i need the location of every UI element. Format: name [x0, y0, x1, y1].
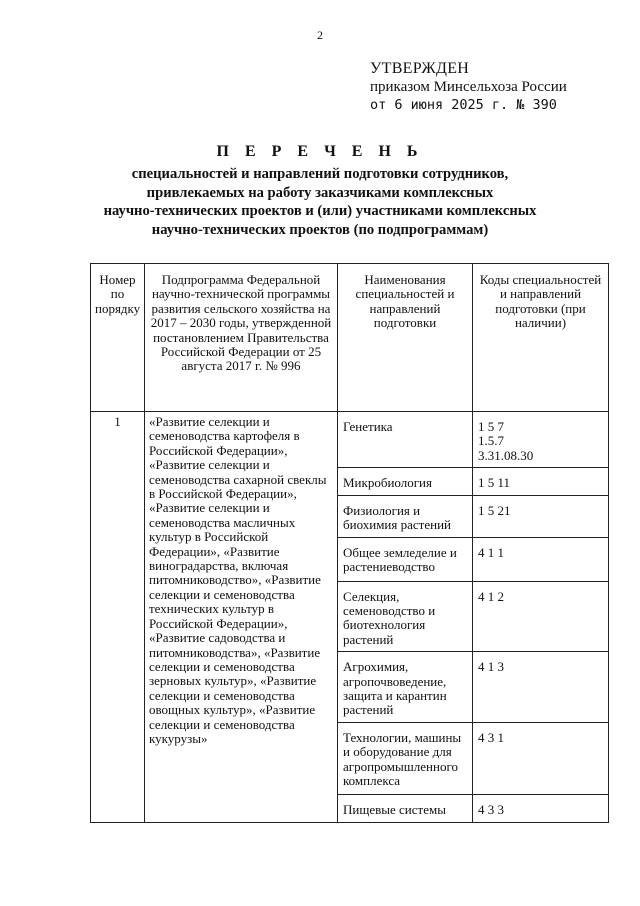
code-line: 1.5.7: [478, 433, 504, 449]
specialties-table: [90, 263, 609, 823]
header-subprogram: Подпрограмма Федеральной научно-технической программы развития сельского хозяйства на 2017 – 2030 годы, утвержденной постановлением Правительства Российской Федерации от 25 августа 2017 г. № 996: [145, 264, 338, 412]
code-line: 3.31.08.30: [478, 447, 534, 463]
code-line: 4 1 2: [478, 588, 504, 604]
document-subtitle: [60, 165, 580, 239]
table-row: [91, 412, 609, 468]
specialty-codes: [473, 652, 609, 723]
specialty-name: Технологии, машины и оборудование для агропромышленного комплекса: [338, 722, 473, 794]
subtitle-line: специальностей и направлений подготовки сотрудников,: [131, 166, 509, 182]
code-line: 1 5 11: [478, 475, 511, 491]
approval-block: [370, 60, 567, 114]
code-line: 1 5 21: [478, 502, 511, 518]
code-line: 4 3 1: [478, 729, 504, 745]
page-number: 2: [317, 28, 323, 42]
subtitle-line: научно-технических проектов и (или) участниками комплексных: [103, 203, 537, 219]
specialty-codes: [473, 722, 609, 794]
code-line: 4 1 1: [478, 544, 504, 560]
specialty-name: Микробиология: [338, 468, 473, 495]
specialty-name: Общее земледелие и растениеводство: [338, 537, 473, 581]
approval-order: приказом Минсельхоза России: [370, 79, 567, 95]
row-number: 1: [91, 412, 145, 823]
specialty-name: Генетика: [338, 412, 473, 468]
specialty-name: Селекция, семеноводство и биотехнология растений: [338, 581, 473, 652]
document-title: П Е Р Е Ч Е Н Ь: [216, 143, 424, 160]
specialty-codes: [473, 537, 609, 581]
specialty-codes: [473, 468, 609, 495]
approval-date: от 6 июня 2025 г. № 390: [370, 97, 557, 113]
code-line: 4 1 3: [478, 659, 504, 675]
code-line: 1 5 7: [478, 419, 504, 434]
specialty-codes: [473, 412, 609, 468]
specialty-name: Пищевые системы: [338, 794, 473, 822]
header-specialty: Наименования специальностей и направлений подготовки: [338, 264, 473, 412]
header-number: Номер по порядку: [91, 264, 145, 412]
specialty-codes: [473, 581, 609, 652]
subtitle-line: научно-технических проектов (по подпрограммам): [151, 221, 489, 238]
subtitle-line: привлекаемых на работу заказчиками комплексных: [146, 184, 494, 201]
table-header-row: [91, 264, 609, 412]
specialty-name: Физиология и биохимия растений: [338, 495, 473, 537]
header-code: Коды специальностей и направлений подготовки (при наличии): [473, 264, 609, 412]
code-line: 4 3 3: [478, 801, 504, 817]
specialty-codes: [473, 495, 609, 537]
approval-stamp: УТВЕРЖДЕН: [370, 60, 470, 77]
row-subprograms: «Развитие селекции и семеноводства картофеля в Российской Федерации», «Развитие селекции и семеноводства сахарной свеклы в Российской Федерации», «Развитие селекции и семеноводства масличных культур в Российской Федерации», «Развитие виноградарства, включая питомниководство», «Развитие селекции и семеноводства технических культур в Российской Федерации», «Развитие садоводства и питомниководства», «Развитие селекции и семеноводства зерновых культур», «Развитие селекции и семеноводства овощных культур», «Развитие селекции и семеноводства кукурузы»: [145, 412, 338, 823]
specialty-name: Агрохимия, агропочвоведение, защита и карантин растений: [338, 652, 473, 723]
specialty-codes: [473, 794, 609, 822]
